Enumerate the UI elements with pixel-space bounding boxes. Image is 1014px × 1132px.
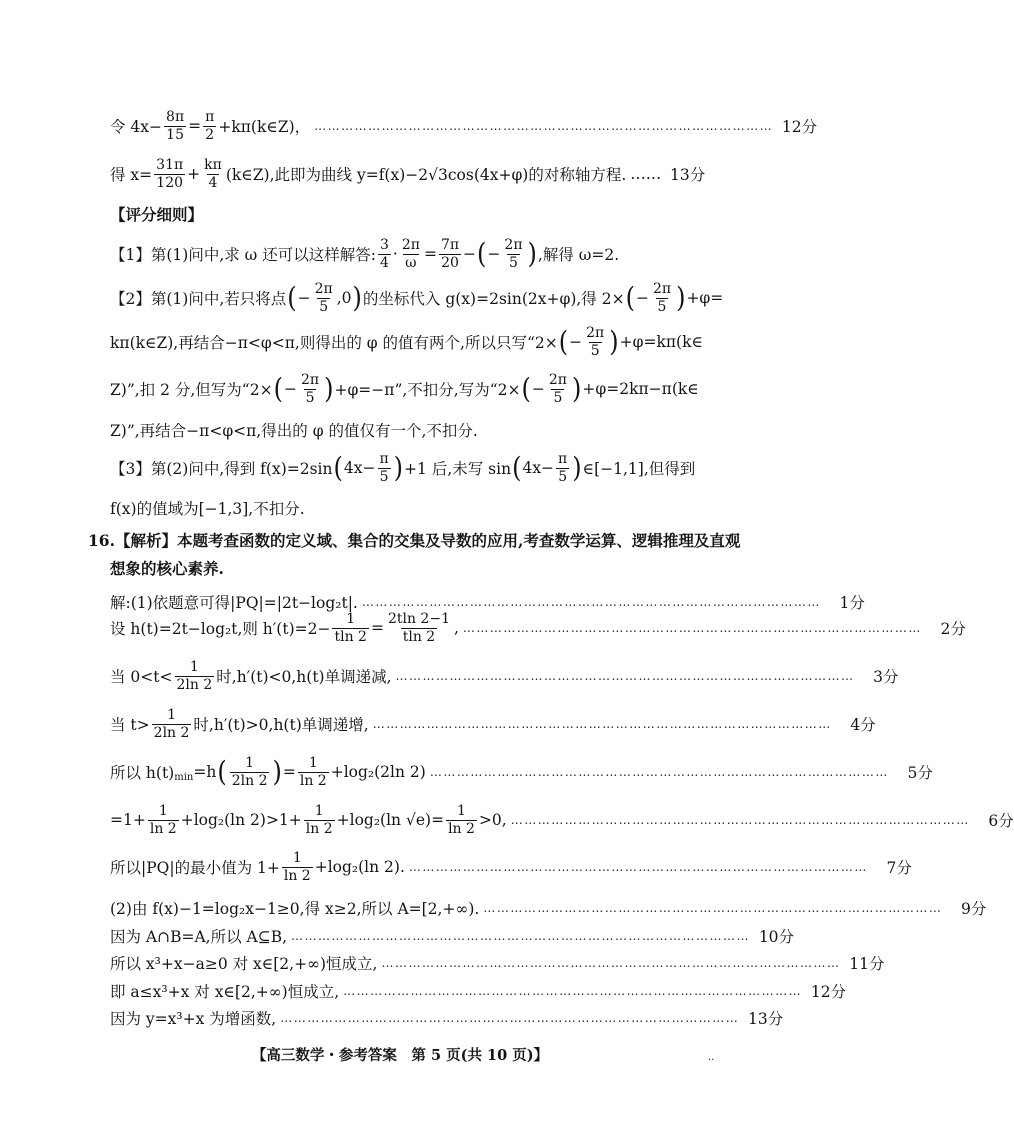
q15-line-13 (110, 158, 718, 190)
text: = (370, 619, 384, 637)
leader-dots: ………………………………………………………………………………………… (510, 813, 970, 827)
numerator: π (558, 450, 568, 467)
fraction (651, 282, 673, 314)
numerator: 2π (504, 236, 523, 253)
q16-step-3 (110, 658, 899, 693)
denominator: tln 2 (334, 628, 367, 645)
left-paren: ( (512, 451, 522, 485)
page-footer: 【高三数学・参考答案 第 5 页(共 10 页)】 (251, 1047, 549, 1064)
denominator: ln 2 (283, 867, 311, 884)
text: +1 后,未写 sin (404, 460, 512, 478)
denominator: 2ln 2 (153, 724, 190, 741)
numerator: π (379, 450, 389, 467)
fraction (175, 660, 215, 692)
score-label: 11分 (849, 955, 885, 973)
numerator: 1 (292, 849, 302, 866)
score-label: 3分 (873, 668, 899, 686)
leader-dots: ………………………………………………………………………………………… (372, 717, 832, 731)
q16-step-12 (110, 1002, 784, 1034)
numerator: 2π (548, 371, 567, 388)
text: − (283, 380, 297, 398)
denominator: 5 (379, 468, 389, 485)
denominator: 5 (553, 389, 563, 406)
denominator: 15 (166, 126, 184, 143)
numerator: 2tln 2−1 (387, 610, 450, 627)
text: 【1】第(1)问中,求 ω 还可以这样解答: (110, 246, 376, 264)
numerator: 1 (314, 802, 324, 819)
text: − (569, 333, 583, 351)
fraction (584, 326, 606, 358)
denominator: 4 (208, 174, 218, 191)
text: 解:(1)依题意可得|PQ|=|2t−log₂t|. (110, 594, 358, 612)
numerator: 1 (167, 706, 176, 723)
denominator: 5 (319, 298, 329, 315)
text: 即 a≤x³+x 对 x∈[2,+∞)恒成立, (110, 983, 340, 1001)
fraction (299, 373, 321, 405)
left-paren: ( (521, 372, 531, 406)
leader-dots: ………………………………………………………………………………………… (483, 901, 943, 915)
denominator: ln 2 (149, 820, 177, 837)
text: − (463, 245, 477, 263)
numerator: 2π (586, 324, 605, 341)
numerator: 1 (457, 802, 466, 819)
text: 因为 y=x³+x 为增函数, (110, 1010, 277, 1028)
numerator: 7π (440, 236, 460, 253)
denominator: 2ln 2 (176, 676, 213, 693)
text: , (453, 619, 459, 637)
text: +φ=−π”,不扣分,写为“2× (334, 381, 521, 399)
heading: 16.【解析】本题考查函数的定义域、集合的交集及导数的应用,考查数学运算、逻辑推理及直观 (88, 531, 741, 550)
fraction (400, 238, 422, 270)
text: =h (193, 763, 217, 781)
numerator: 1 (245, 754, 255, 771)
text: 时,h′(t)<0,h(t)单调递减, (216, 668, 392, 686)
text: 设 h(t)=2t−log₂t,则 h′(t)=2− (110, 620, 331, 638)
text: 4x− (522, 459, 555, 477)
fraction (439, 238, 461, 270)
text: 因为 A∩B=A,所以 A⊆B, (110, 928, 288, 946)
denominator: 120 (156, 174, 184, 191)
fraction (148, 804, 179, 836)
text: 的坐标代入 g(x)=2sin(2x+φ),得 2× (362, 290, 625, 308)
text: ,解得 ω=2. (537, 246, 620, 264)
score-label: 7分 (886, 859, 912, 877)
fraction (202, 158, 224, 190)
denominator: 5 (509, 254, 518, 271)
text: >0, (478, 811, 507, 829)
text: +kπ(k∈Z)， (218, 118, 311, 136)
denominator: ω (405, 254, 417, 271)
denominator: ln 2 (305, 820, 333, 837)
leader-dots: ………………………………………………………………………………………… (395, 669, 855, 683)
right-paren: ) (676, 281, 686, 315)
text: +log₂(2ln 2) (330, 763, 426, 781)
left-paren: ( (625, 281, 635, 315)
denominator: 2ln 2 (231, 772, 268, 789)
text: = (423, 245, 437, 263)
leader-dots: …… (630, 165, 662, 183)
left-paren: ( (287, 281, 297, 315)
score-label: 12分 (810, 983, 847, 1001)
fraction (446, 804, 477, 836)
right-paren: ) (352, 281, 362, 315)
text: 令 4x− (110, 118, 163, 136)
text: kπ(k∈Z),再结合−π<φ<π,则得出的 φ 的值有两个,所以只写“2× (110, 334, 558, 352)
right-paren: ) (572, 451, 582, 485)
text: − (531, 380, 545, 398)
fraction (378, 238, 391, 270)
corner-mark: .. (708, 1052, 715, 1063)
score-label: 13分 (747, 1010, 784, 1028)
text: − (297, 289, 311, 307)
text: 【2】第(1)问中,若只将点 (110, 290, 287, 308)
text: ∈[−1,1],但得到 (582, 460, 696, 478)
rubric-item-1 (110, 238, 718, 270)
fraction (502, 238, 524, 270)
numerator: 1 (346, 610, 356, 627)
right-paren: ) (393, 451, 404, 485)
denominator: 5 (657, 298, 667, 315)
right-paren: ) (527, 237, 537, 271)
text: 时,h′(t)>0,h(t)单调递增, (193, 716, 369, 734)
subscript: min (174, 771, 194, 783)
fraction (298, 756, 329, 788)
denominator: 20 (441, 254, 459, 271)
fraction (282, 851, 313, 883)
text: (2)由 f(x)−1=log₂x−1≥0,得 x≥2,所以 A=[2,+∞). (110, 900, 480, 918)
text: 所以|PQ|的最小值为 1+ (110, 859, 280, 877)
fraction (304, 804, 335, 836)
rubric-item-2-line-2 (110, 326, 720, 358)
left-paren: ( (558, 325, 569, 359)
text: + (187, 165, 201, 183)
leader-dots: ………………………………………………………………………………………… (462, 621, 922, 635)
rubric-item-3-line-1 (110, 452, 720, 484)
numerator: 3 (379, 236, 389, 253)
denominator: tln 2 (402, 628, 436, 645)
numerator: 2π (401, 236, 420, 253)
score-label: 1分 (839, 594, 865, 612)
score-label: 9分 (960, 900, 987, 918)
fraction (230, 756, 270, 788)
text: − (487, 245, 501, 263)
text: 当 0<t< (110, 668, 173, 686)
leader-dots: ………………………………………………………………………………………… (429, 765, 889, 779)
score-label: 6分 (988, 812, 1014, 830)
q16-header-line-2 (110, 552, 718, 584)
text: · (392, 245, 398, 263)
score-label: 5分 (907, 764, 933, 782)
score-label: 13分 (670, 166, 706, 184)
leader-dots: ………………………………………………………………………………………… (280, 1011, 740, 1025)
leader-dots: ………………………………………………………………………………………… (343, 984, 803, 998)
fraction (556, 452, 569, 484)
numerator: π (205, 108, 215, 125)
text: Z)”,扣 2 分,但写为“2× (110, 381, 273, 399)
text: +log₂(ln √e)= (336, 811, 445, 829)
right-paren: ) (324, 372, 334, 406)
denominator: ln 2 (299, 772, 327, 789)
text: (k∈Z),此即为曲线 y=f(x)−2√3cos(4x+φ)的对称轴方程. (225, 166, 627, 184)
denominator: 2 (205, 126, 215, 143)
left-paren: ( (273, 372, 283, 406)
text: 【3】第(2)问中,得到 f(x)=2sin (110, 460, 333, 478)
text: = (188, 117, 202, 135)
q16-step-2 (110, 610, 966, 645)
text: 所以 h(t) (110, 764, 175, 782)
text: = (282, 763, 296, 781)
leader-dots: ………………………………………………………………………………………… (408, 860, 868, 874)
score-label: 2分 (940, 620, 966, 638)
rubric-item-3-line-2 (110, 492, 720, 524)
denominator: 5 (590, 342, 600, 359)
q16-step-6 (110, 802, 1014, 837)
numerator: 1 (308, 754, 318, 771)
numerator: kπ (204, 156, 222, 173)
score-label: 10分 (758, 928, 795, 946)
numerator: 2π (300, 371, 320, 388)
fraction (152, 708, 192, 740)
denominator: 5 (558, 468, 568, 485)
text: f(x)的值域为[−1,3],不扣分. (110, 500, 305, 518)
numerator: 8π (166, 108, 185, 125)
numerator: 2π (314, 280, 333, 297)
right-paren: ) (272, 755, 282, 789)
fraction (164, 110, 186, 142)
denominator: ln 2 (448, 820, 475, 837)
right-paren: ) (609, 325, 619, 359)
left-paren: ( (477, 237, 487, 271)
text: 当 t> (110, 716, 150, 734)
numerator: 1 (189, 658, 199, 675)
leader-dots: ………………………………………………………………………………………… (291, 929, 751, 943)
text: +log₂(ln 2). (314, 858, 405, 876)
rubric-title (110, 198, 718, 230)
rubric-item-2-line-1 (110, 280, 724, 315)
text: 所以 x³+x−a≥0 对 x∈[2,+∞)恒成立, (110, 955, 378, 973)
numerator: 31π (156, 156, 184, 173)
leader-dots: ………………………………………………………………………………………… (381, 956, 841, 970)
text: +φ=kπ(k∈ (619, 333, 703, 351)
text: =1+ (110, 811, 146, 829)
fraction (332, 612, 368, 644)
text: +φ= (686, 289, 724, 307)
fraction (386, 612, 452, 644)
right-paren: ) (572, 372, 582, 406)
heading: 想象的核心素养. (110, 559, 224, 578)
text: +φ=2kπ−π(k∈ (582, 380, 699, 398)
text: 4x− (343, 459, 376, 477)
text: 得 x= (110, 166, 153, 184)
q16-step-7 (110, 849, 912, 884)
numerator: 1 (158, 802, 168, 819)
q16-step-4 (110, 706, 876, 741)
fraction (377, 452, 390, 484)
fraction (547, 373, 569, 405)
rubric-item-2-line-4 (110, 414, 720, 446)
denominator: 5 (305, 389, 315, 406)
left-paren: ( (333, 451, 343, 485)
q16-step-5 (110, 754, 933, 789)
leader-dots: ………………………………………………………………………………………… (314, 119, 774, 133)
heading: 【评分细则】 (110, 205, 204, 224)
fraction (154, 158, 185, 190)
text: Z)”,再结合−π<φ<π,得出的 φ 的值仅有一个,不扣分. (110, 422, 478, 440)
text: ,0 (336, 289, 352, 307)
denominator: 4 (379, 254, 389, 271)
score-label: 4分 (850, 716, 876, 734)
leader-dots: ………………………………………………………………………………………… (361, 595, 821, 609)
rubric-item-2-line-3 (110, 373, 720, 405)
score-label: 12分 (781, 118, 818, 136)
text: +log₂(ln 2)>1+ (180, 811, 302, 829)
text: − (635, 289, 649, 307)
q15-line-12 (110, 108, 818, 143)
numerator: 2π (652, 280, 672, 297)
fraction (203, 110, 216, 142)
fraction (313, 282, 335, 314)
left-paren: ( (217, 755, 227, 789)
